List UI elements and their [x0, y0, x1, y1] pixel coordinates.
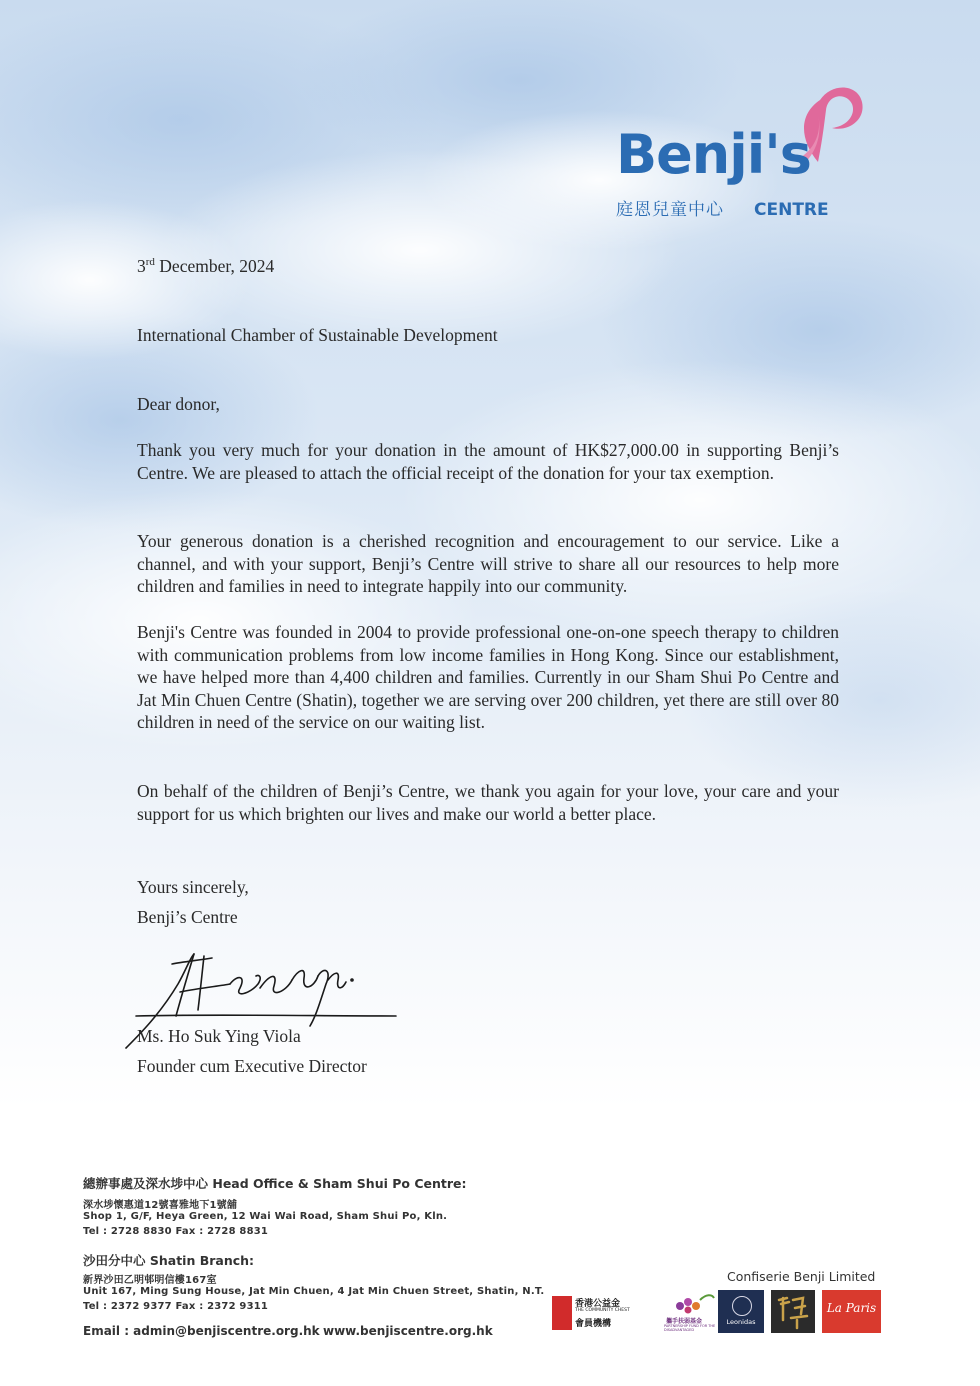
confiserie-benji-label: Confiserie Benji Limited	[727, 1269, 876, 1284]
partnership-fund-badge: 攜手扶弱基金 PARTNERSHIP FUND FOR THE DISADVANTAGED	[662, 1290, 722, 1333]
community-chest-icon	[552, 1296, 572, 1330]
letter-organization: Benji’s Centre	[137, 907, 238, 927]
signatory-name: Ms. Ho Suk Ying Viola	[137, 1026, 301, 1046]
website-link[interactable]: www.benjiscentre.org.hk	[323, 1324, 493, 1338]
head-office-address-cn: 深水埗懷惠道12號喜雅地下1號舖	[83, 1200, 238, 1211]
letter-recipient: International Chamber of Sustainable Development	[137, 325, 498, 345]
branch-address-cn: 新界沙田乙明邨明信樓167室	[83, 1275, 217, 1286]
head-office-title: 總辦事處及深水埗中心 Head Office & Sham Shui Po Centre:	[83, 1176, 467, 1191]
calligraphy-logo-icon	[771, 1290, 815, 1333]
chinese-brand-badge	[771, 1290, 815, 1333]
logo-chinese-name: 庭恩兒童中心	[616, 200, 724, 220]
logo-english-name: CENTRE	[754, 200, 829, 220]
email-address[interactable]: Email : admin@benjiscentre.org.hk	[83, 1324, 320, 1338]
leonidas-badge: Leonidas	[718, 1290, 764, 1333]
logo-wordmark: Benji's	[616, 123, 811, 186]
branch-address-en: Unit 167, Ming Sung House, Jat Min Chuen, 4 Jat Min Chuen Street, Shatin, N.T.	[83, 1286, 545, 1297]
letter-closing: Yours sincerely,	[137, 877, 249, 897]
paragraph-4: On behalf of the children of Benji’s Centre, we thank you again for your love, your care and your support for us which brighten our lives and make our world a better place.	[137, 781, 839, 824]
benjis-centre-logo	[610, 70, 880, 230]
leonidas-crest-icon	[732, 1296, 752, 1316]
paragraph-2: Your generous donation is a cherished recognition and encouragement to our service. Like a channel, and with your support, Benji’s Centre will strive to share all our resources to help more children and families in need to integrate happily into our community.	[137, 531, 839, 597]
branch-tel-fax: Tel : 2372 9377 Fax : 2372 9311	[83, 1301, 269, 1312]
branch-title: 沙田分中心 Shatin Branch:	[83, 1253, 255, 1268]
paragraph-1: Thank you very much for your donation in the amount of HK$27,000.00 in supporting Benji’s Centre. We are pleased to attach the official receipt of the donation for your tax exemption.	[137, 440, 839, 483]
grapes-icon	[670, 1292, 716, 1316]
letter-salutation: Dear donor,	[137, 394, 220, 414]
letter-date: 3rd December, 2024	[137, 256, 275, 276]
community-chest-badge: 香港公益金 THE COMMUNITY CHEST 會員機構	[552, 1290, 622, 1333]
signatory-title: Founder cum Executive Director	[137, 1056, 367, 1076]
head-office-address-en: Shop 1, G/F, Heya Green, 12 Wai Wai Road, Sham Shui Po, Kln.	[83, 1211, 448, 1222]
head-office-tel-fax: Tel : 2728 8830 Fax : 2728 8831	[83, 1226, 269, 1237]
la-paris-badge: La Paris	[822, 1290, 881, 1333]
paragraph-3: Benji's Centre was founded in 2004 to provide professional one-on-one speech therapy to children with communication problems from low income families in Hong Kong. Since our establishment, we have helped more than 4,400 children and families. Currently in our Sham Shui Po Centre and Jat Min Chuen Centre (Shatin), together we are serving over 200 children, yet there are still over 80 children in need of the service on our waiting list.	[137, 622, 839, 733]
